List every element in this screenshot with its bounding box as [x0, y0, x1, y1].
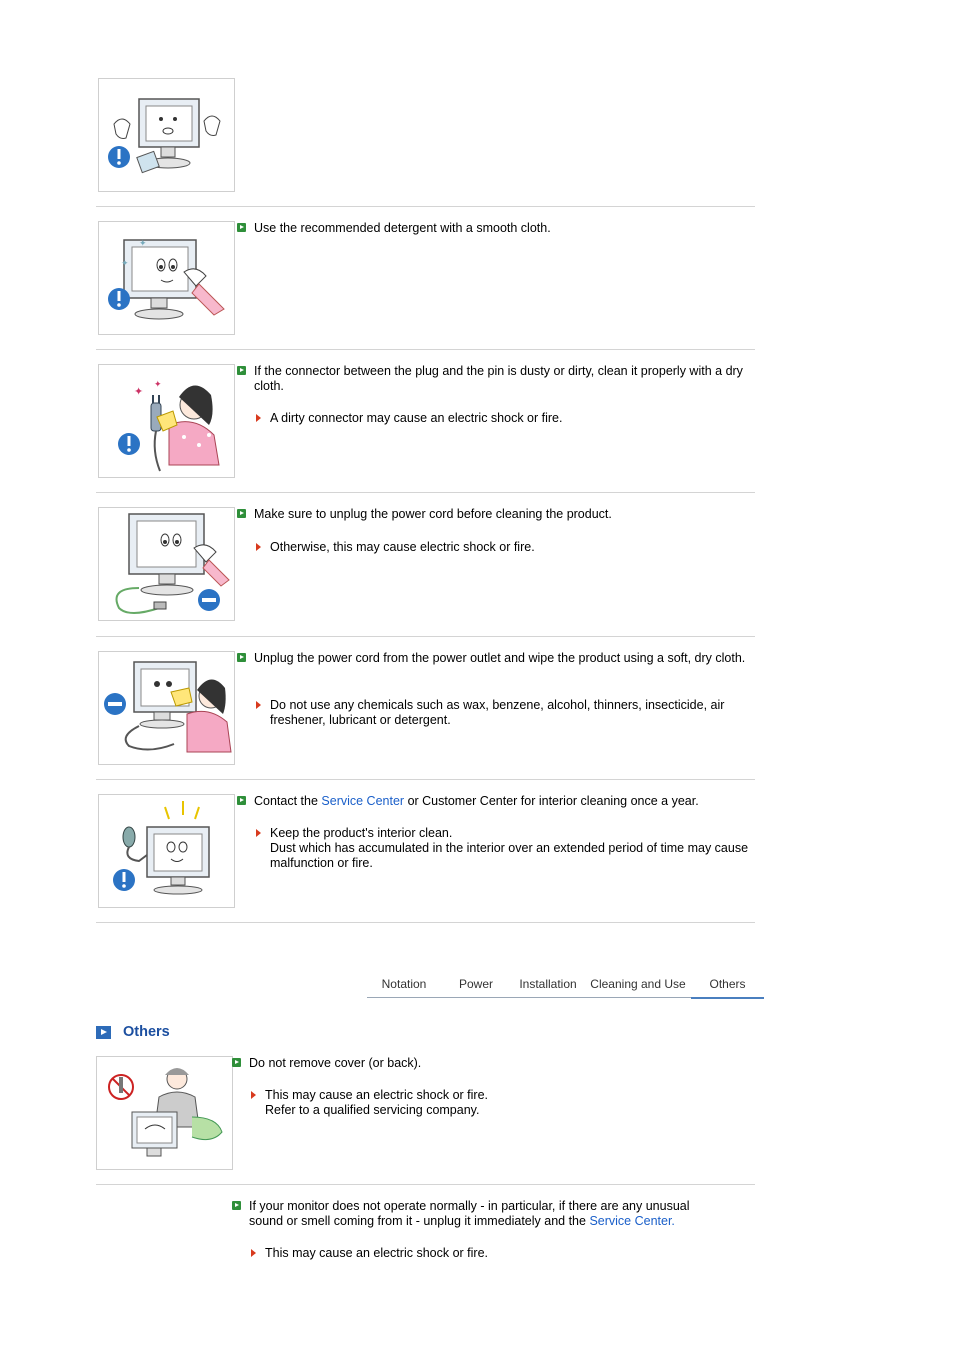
divider [96, 1184, 755, 1185]
illustration-monitor-spray [98, 78, 235, 192]
section-3 [96, 364, 755, 478]
bullet-item [237, 794, 755, 809]
text-run: If the connector between the plug and the pin is dusty or dirty, clean it properly with a dry cloth. [254, 364, 743, 393]
play-arrow-icon [96, 1026, 111, 1039]
text-run: Contact the [254, 794, 322, 808]
sub-bullet-item [256, 826, 755, 871]
instruction-text [237, 507, 755, 522]
sub-text-line: Keep the product's interior clean. [270, 826, 453, 840]
divider [96, 349, 755, 350]
others-section-1 [96, 1056, 755, 1170]
green-bullet-icon [232, 1201, 241, 1210]
text-run: or Customer Center for interior cleaning once a year. [404, 794, 699, 808]
sub-text [256, 411, 755, 426]
sub-text [251, 1246, 755, 1261]
sub-text [256, 826, 755, 871]
section-5 [96, 651, 755, 765]
text-run: Make sure to unplug the power cord before cleaning the product. [254, 507, 612, 521]
illustration-unplug-clean [98, 507, 235, 621]
no-disassembly-icon [97, 1057, 232, 1169]
section-2 [96, 221, 755, 335]
bullet-item [237, 651, 755, 666]
section-nav [367, 975, 764, 998]
monitor-wipe-icon [99, 222, 234, 334]
bullet-item [237, 364, 755, 394]
sub-bullet-item [256, 698, 755, 728]
service-center-link[interactable]: Service Center. [589, 1214, 675, 1228]
text-run: If your monitor does not operate normally - in particular, if there are any unusual sound or smell coming from it - unplug it immediately and the [249, 1199, 690, 1228]
instruction-text [232, 1199, 722, 1229]
tab-notation[interactable]: Notation [381, 977, 427, 991]
sub-bullet-item [256, 411, 755, 426]
bullet-item [237, 507, 755, 522]
sub-bullet-item [251, 1246, 755, 1261]
red-arrow-icon [256, 543, 261, 551]
sub-text-line: This may cause an electric shock or fire. [265, 1088, 488, 1102]
text-run: Unplug the power cord from the power outlet and wipe the product using a soft, dry cloth. [254, 651, 746, 665]
service-center-link[interactable]: Service Center [321, 794, 405, 808]
instruction-text [232, 1056, 755, 1071]
sub-text-line: A dirty connector may cause an electric shock or fire. [270, 411, 563, 425]
sub-text-line: Refer to a qualified servicing company. [265, 1103, 480, 1117]
sub-text-line: Dust which has accumulated in the interior over an extended period of time may cause malfunction or fire. [270, 841, 749, 870]
section-1 [96, 78, 755, 192]
tab-power[interactable]: Power [458, 977, 493, 991]
text-run: Do not remove cover (or back). [249, 1056, 422, 1070]
interior-clean-icon [99, 795, 234, 907]
illustration-no-cover-removal [96, 1056, 233, 1170]
divider [96, 922, 755, 923]
divider [96, 779, 755, 780]
text-run: Use the recommended detergent with a smooth cloth. [254, 221, 551, 235]
instruction-text [237, 794, 755, 809]
others-section-2 [96, 1199, 755, 1279]
green-bullet-icon [232, 1058, 241, 1067]
svg-text:✦: ✦ [139, 238, 147, 248]
tab-cleaning-and-use[interactable]: Cleaning and Use [590, 977, 686, 991]
tab-others[interactable]: Others [691, 977, 764, 999]
svg-text:✦: ✦ [121, 258, 129, 268]
illustration-monitor-wipe [98, 221, 235, 335]
instruction-text [237, 651, 755, 666]
svg-text:✦: ✦ [134, 386, 144, 398]
green-bullet-icon [237, 223, 246, 232]
monitor-spray-icon [99, 79, 234, 191]
bullet-item [232, 1199, 722, 1229]
red-arrow-icon [251, 1249, 256, 1257]
clean-plug-icon [99, 365, 234, 477]
sub-text-line: Do not use any chemicals such as wax, benzene, alcohol, thinners, insecticide, air freshener, lubricant or detergent. [270, 698, 725, 727]
sub-text [251, 1088, 755, 1118]
section-heading-text: Others [123, 1024, 170, 1040]
unplug-wipe-icon [99, 652, 234, 764]
instruction-text [237, 221, 755, 236]
sub-text-line: Otherwise, this may cause electric shock or fire. [270, 540, 535, 554]
instruction-text [237, 364, 755, 394]
illustration-unplug-wipe [98, 651, 235, 765]
sub-bullet-item [251, 1088, 755, 1118]
bullet-item [237, 221, 755, 236]
divider [96, 636, 755, 637]
green-bullet-icon [237, 366, 246, 375]
sub-text [256, 698, 755, 728]
red-arrow-icon [256, 414, 261, 422]
divider [96, 492, 755, 493]
section-6 [96, 794, 755, 908]
sub-text [256, 540, 755, 555]
unplug-clean-icon [99, 508, 234, 620]
sub-text-line: This may cause an electric shock or fire. [265, 1246, 488, 1260]
illustration-interior-clean [98, 794, 235, 908]
red-arrow-icon [251, 1091, 256, 1099]
bullet-item [232, 1056, 755, 1071]
tab-installation[interactable]: Installation [519, 977, 577, 991]
illustration-clean-plug [98, 364, 235, 478]
green-bullet-icon [237, 796, 246, 805]
divider [96, 206, 755, 207]
red-arrow-icon [256, 829, 261, 837]
sub-bullet-item [256, 540, 755, 555]
svg-text:✦: ✦ [154, 379, 162, 389]
green-bullet-icon [237, 509, 246, 518]
red-arrow-icon [256, 701, 261, 709]
section-4 [96, 507, 755, 621]
green-bullet-icon [237, 653, 246, 662]
